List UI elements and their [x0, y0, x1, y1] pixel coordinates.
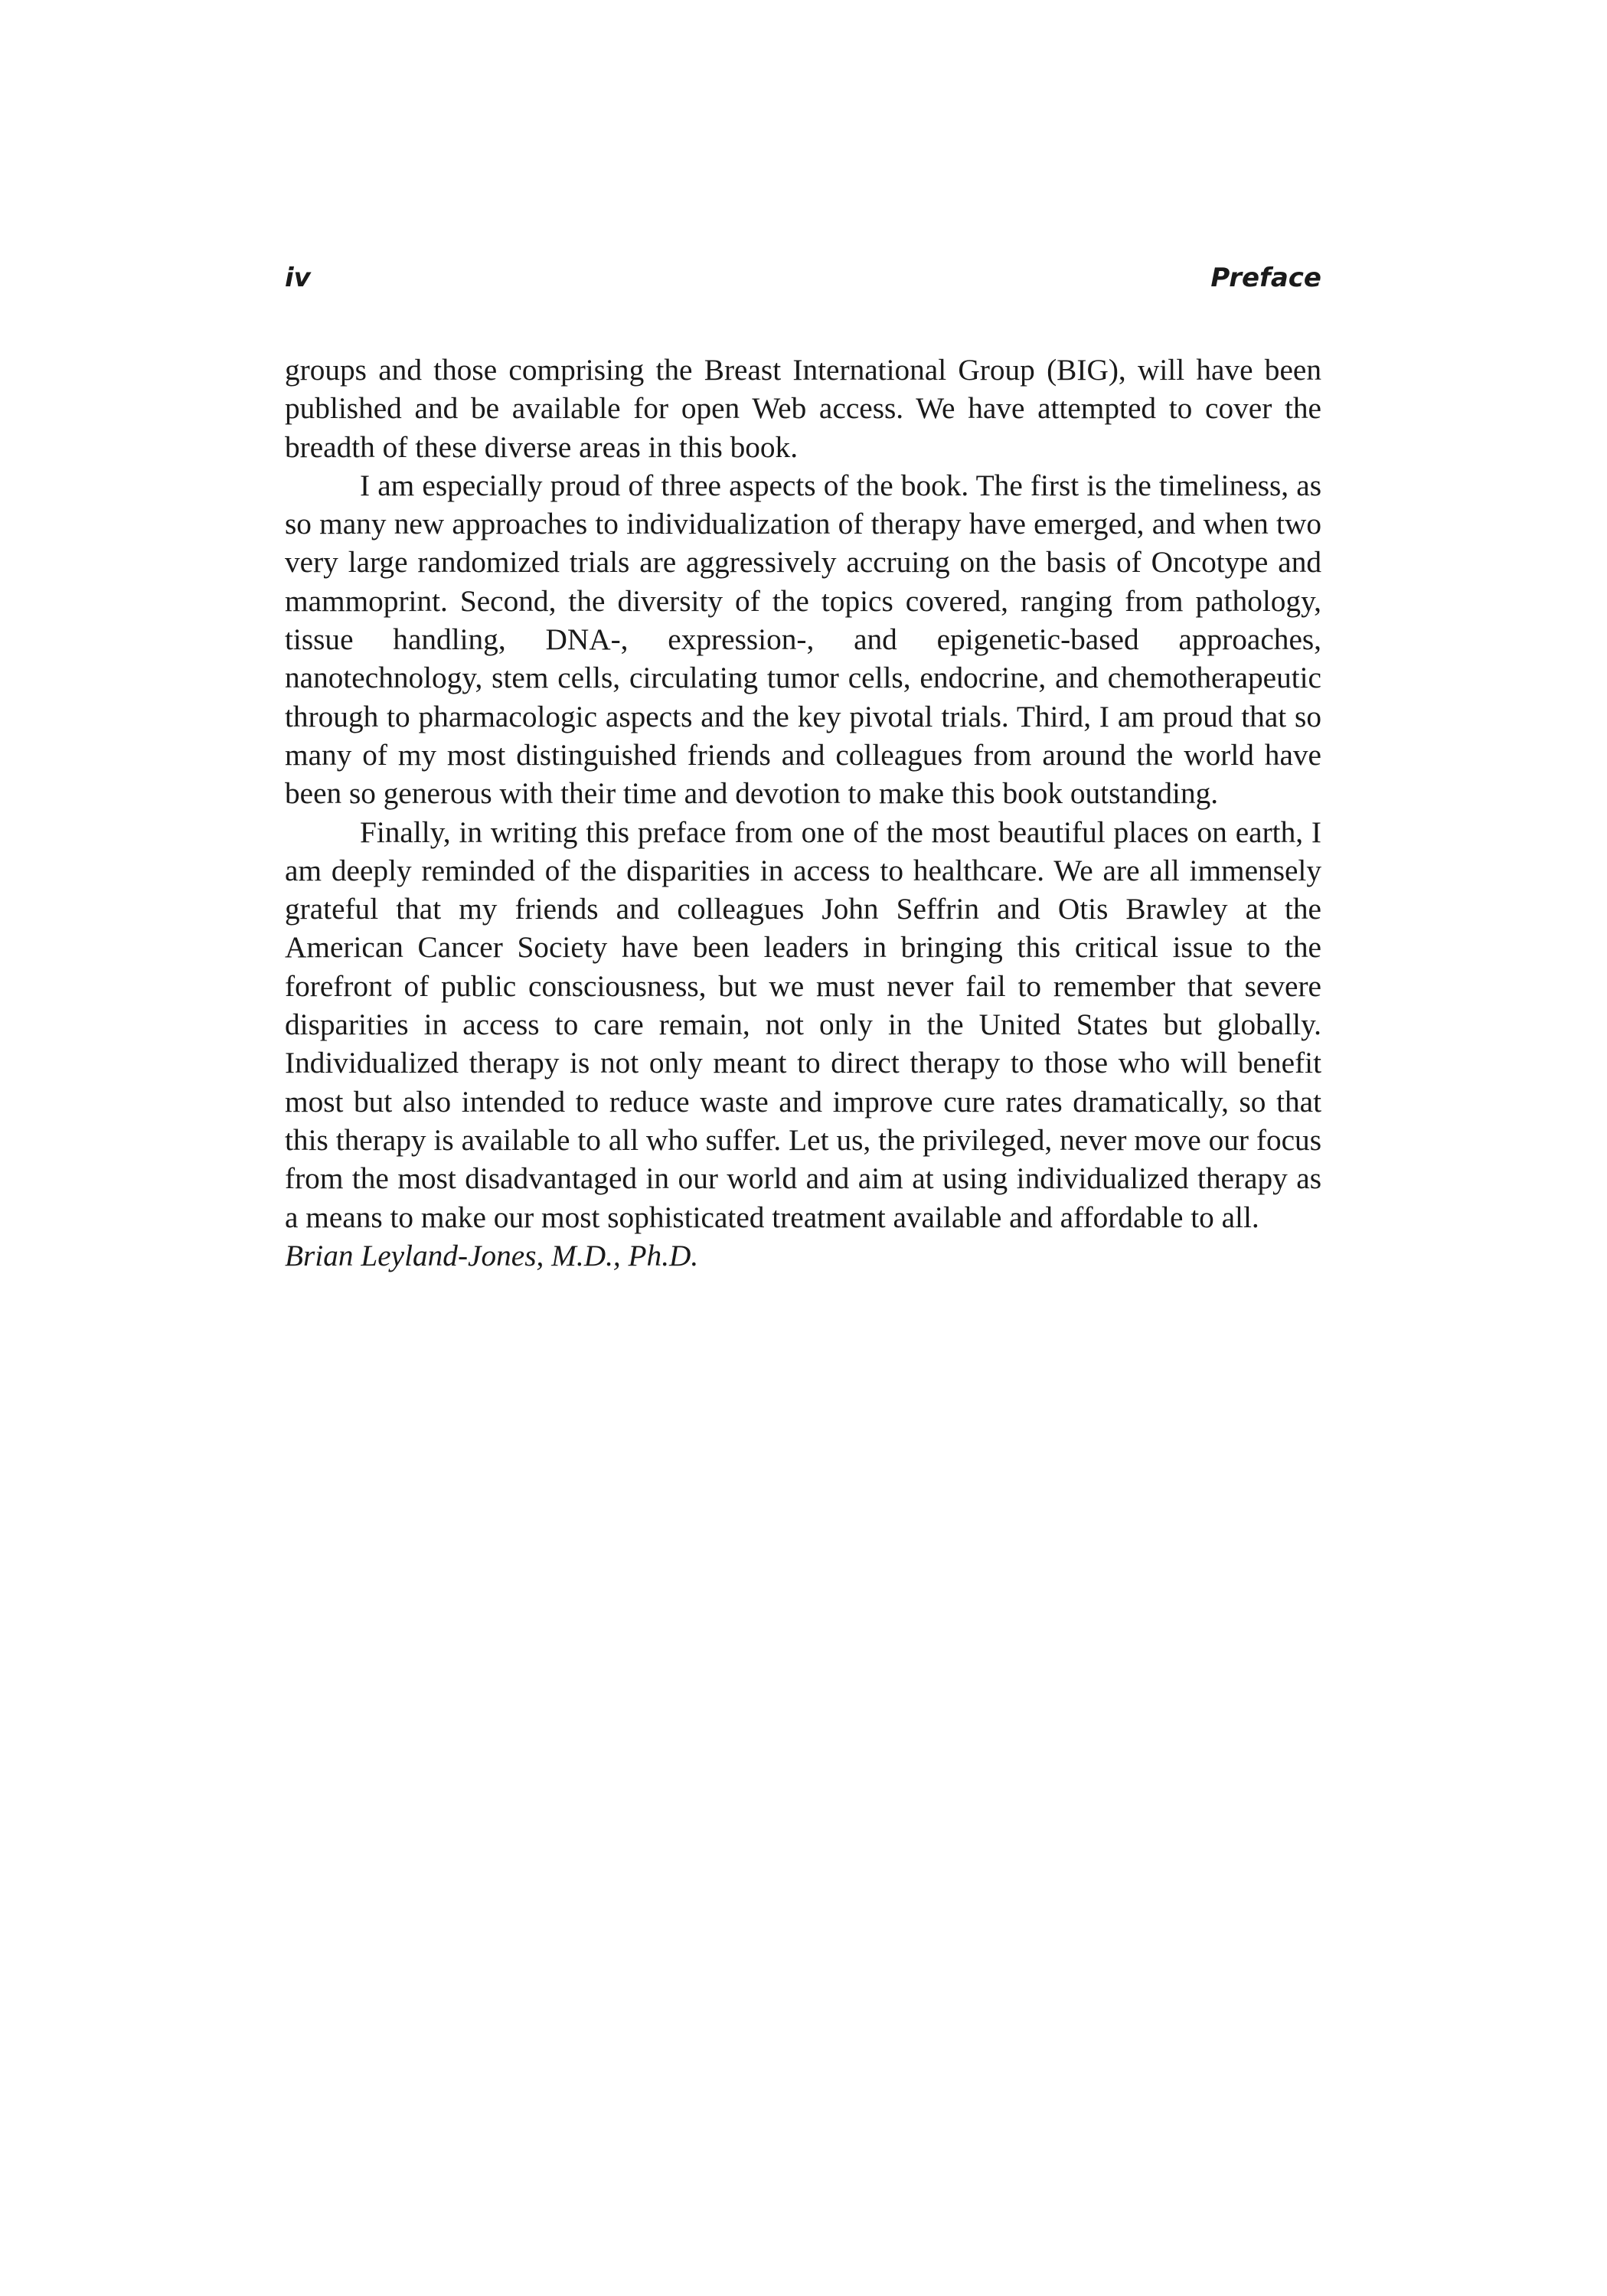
- paragraph-2: I am especially proud of three aspects of the book. The first is the timeliness, as so many new approaches to individualization of therapy have emerged, and when two very large randomized trials are aggressively accruing on the basis of Oncotype and mammoprint. Second, the diversity of the topics covered, ranging from pathology, tissue handling, DNA-, expression-, and epigenetic-based approaches, nanotechnology, stem cells, circulating tumor cells, endocrine, and chemotherapeutic through to pharmacologic aspects and the key pivotal trials. Third, I am proud that so many of my most distinguished friends and colleagues from around the world have been so generous with their time and devotion to make this book outstanding.: [285, 468, 1321, 811]
- section-title: Preface: [1210, 263, 1321, 293]
- body-text: [285, 351, 1321, 1275]
- paragraph-3: Finally, in writing this preface from one of the most beautiful places on earth, I am deeply reminded of the disparities in access to healthcare. We are all immensely grateful that my friends and colleagues John Seffrin and Otis Brawley at the American Cancer Society have been leaders in bringing this critical issue to the forefront of public consciousness, but we must never fail to remember that severe disparities in access to care remain, not only in the United States but globally. Individualized therapy is not only meant to direct therapy to those who will benefit most but also intended to reduce waste and improve cure rates dramatically, so that this therapy is available to all who suffer. Let us, the privileged, never move our focus from the most disadvantaged in our world and aim at using individualized therapy as a means to make our most sophisticated treatment available and affordable to all.: [285, 815, 1321, 1234]
- page-number: iv: [285, 263, 311, 293]
- author-signature: Brian Leyland-Jones, M.D., Ph.D.: [285, 1238, 699, 1272]
- paragraph-1: groups and those comprising the Breast International Group (BIG), will have been published and be available for open Web access. We have attempted to cover the breadth of these diverse areas in this book.: [285, 353, 1321, 464]
- running-head: [285, 259, 1321, 297]
